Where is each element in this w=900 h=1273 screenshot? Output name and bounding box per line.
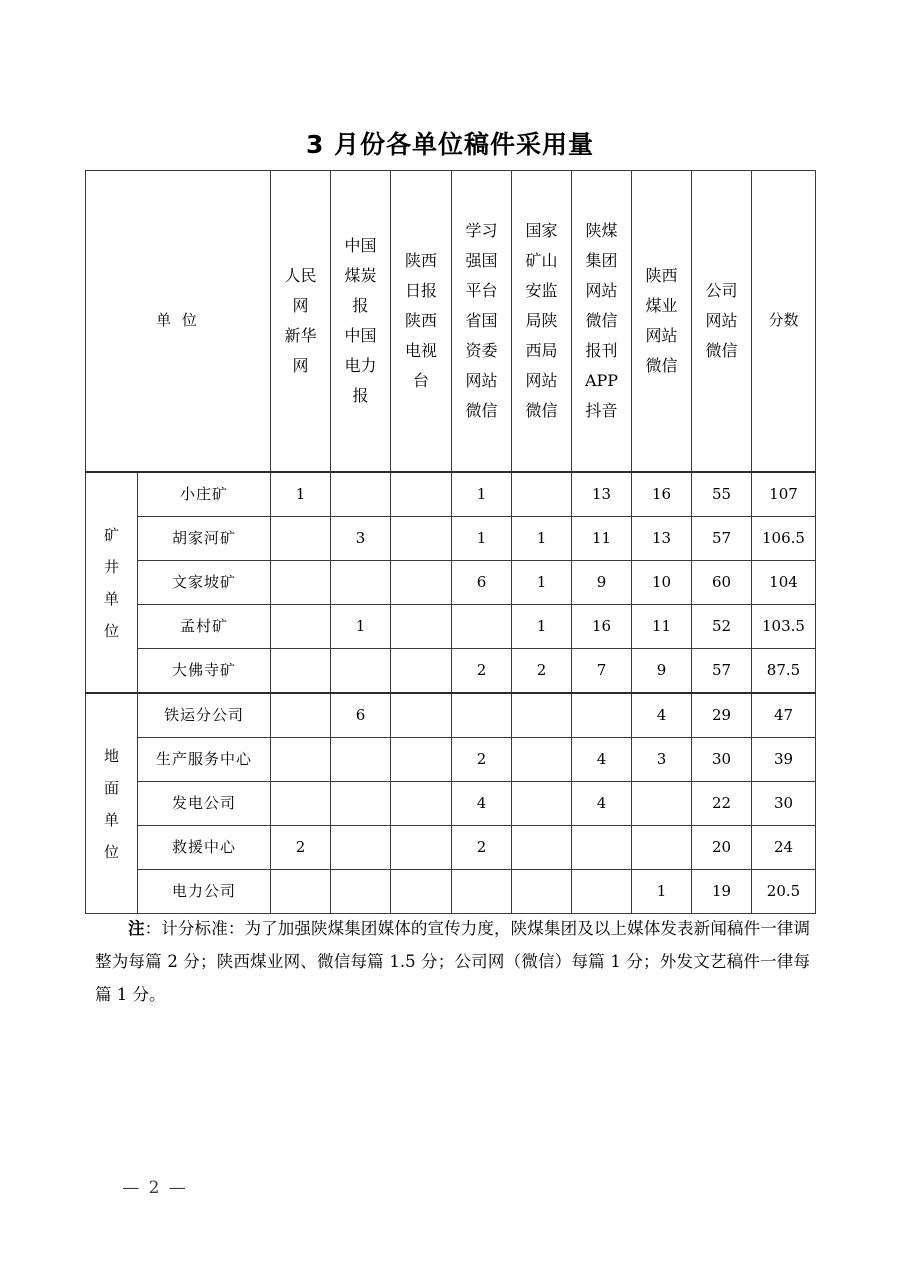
page-title: 3 月份各单位稿件采用量 [305, 130, 595, 159]
value-cell-shaanxi [391, 693, 452, 738]
header-line: 局陕 [525, 311, 558, 330]
header-line: 报刊 [585, 341, 618, 360]
header-line: 台 [412, 371, 429, 390]
value-cell-xuexi: 6 [452, 561, 512, 605]
header-line: 安监 [525, 281, 558, 300]
value-cell-shaanmei: 11 [572, 517, 632, 561]
unit-name-cell: 胡家河矿 [138, 517, 271, 561]
header-line: 报 [352, 386, 369, 405]
value-cell-xuexi [452, 693, 512, 738]
value-cell-shaanxi [391, 649, 452, 694]
value-cell-meiye: 16 [632, 472, 692, 517]
value-cell-xuexi: 1 [452, 472, 512, 517]
header-line: 陕西 [404, 311, 437, 330]
group-label-mine [86, 472, 138, 693]
score-cell: 30 [752, 782, 816, 826]
header-unit: 单 位 [86, 171, 271, 473]
header-col-meiye-lines [632, 261, 691, 381]
unit-name-cell: 电力公司 [138, 870, 271, 914]
header-line: 网站 [645, 326, 678, 345]
header-col-shaanxi-lines [391, 246, 451, 396]
value-cell-kuangshan: 1 [512, 517, 572, 561]
value-cell-gongsi: 52 [692, 605, 752, 649]
page-number: — 2 — [122, 1178, 188, 1198]
value-cell-gongsi: 19 [692, 870, 752, 914]
table-row [86, 605, 816, 649]
value-cell-xuexi [452, 605, 512, 649]
value-cell-kuangshan: 1 [512, 561, 572, 605]
header-line: 新华 [284, 326, 317, 345]
value-cell-meiye: 3 [632, 738, 692, 782]
header-col-xuexi-lines [452, 216, 511, 426]
value-cell-shaanmei [572, 693, 632, 738]
score-cell: 106.5 [752, 517, 816, 561]
header-line: 强国 [465, 251, 498, 270]
header-col-renmin-lines [271, 261, 330, 381]
header-line: 抖音 [585, 401, 618, 420]
value-cell-gongsi: 55 [692, 472, 752, 517]
group-label-char: 单 [103, 810, 119, 829]
header-line: 网站 [465, 371, 498, 390]
value-cell-kuangshan [512, 693, 572, 738]
unit-name-cell: 生产服务中心 [138, 738, 271, 782]
group-label-char: 面 [103, 778, 119, 797]
header-line: 报 [352, 296, 369, 315]
unit-name-cell: 孟村矿 [138, 605, 271, 649]
header-line: 平台 [465, 281, 498, 300]
header-col-meiye [632, 171, 692, 473]
note-block [95, 912, 810, 1011]
header-line: APP [584, 371, 619, 390]
value-cell-meiye [632, 826, 692, 870]
value-cell-shaanmei: 4 [572, 738, 632, 782]
value-cell-shaanmei: 13 [572, 472, 632, 517]
table-row [86, 561, 816, 605]
unit-name-cell: 发电公司 [138, 782, 271, 826]
value-cell-xuexi: 2 [452, 738, 512, 782]
table-row [86, 782, 816, 826]
group-label-stack [86, 519, 137, 647]
value-cell-meitan [331, 738, 391, 782]
score-cell: 104 [752, 561, 816, 605]
value-cell-shaanxi [391, 561, 452, 605]
value-cell-shaanmei: 9 [572, 561, 632, 605]
value-cell-kuangshan [512, 738, 572, 782]
value-cell-gongsi: 30 [692, 738, 752, 782]
header-line: 网 [292, 356, 309, 375]
value-cell-shaanmei [572, 826, 632, 870]
header-col-shaanmei [572, 171, 632, 473]
score-cell: 47 [752, 693, 816, 738]
group-label-char: 位 [103, 621, 119, 640]
header-line: 人民 [284, 266, 317, 285]
value-cell-xuexi: 1 [452, 517, 512, 561]
value-cell-meitan [331, 782, 391, 826]
value-cell-renmin: 1 [271, 472, 331, 517]
header-line: 网站 [585, 281, 618, 300]
header-score: 分数 [752, 171, 816, 473]
value-cell-meitan: 1 [331, 605, 391, 649]
group-label-char: 矿 [103, 525, 119, 544]
header-line: 资委 [465, 341, 498, 360]
value-cell-meitan: 6 [331, 693, 391, 738]
value-cell-kuangshan: 2 [512, 649, 572, 694]
table-row [86, 870, 816, 914]
group-label-char: 单 [103, 589, 119, 608]
header-line: 西局 [525, 341, 558, 360]
value-cell-xuexi: 4 [452, 782, 512, 826]
value-cell-renmin [271, 870, 331, 914]
value-cell-shaanxi [391, 738, 452, 782]
table-row [86, 517, 816, 561]
report-table [85, 170, 816, 914]
value-cell-renmin [271, 649, 331, 694]
value-cell-renmin [271, 782, 331, 826]
header-line: 微信 [585, 311, 618, 330]
header-col-meitan-lines [331, 231, 390, 411]
value-cell-kuangshan [512, 870, 572, 914]
value-cell-meitan [331, 826, 391, 870]
value-cell-xuexi [452, 870, 512, 914]
header-col-shaanmei-lines [572, 216, 631, 426]
value-cell-meiye: 13 [632, 517, 692, 561]
note-text [95, 912, 810, 1011]
unit-name-cell: 文家坡矿 [138, 561, 271, 605]
header-col-gongsi-lines [692, 276, 751, 366]
unit-name-cell: 小庄矿 [138, 472, 271, 517]
group-label-stack [86, 740, 137, 868]
value-cell-shaanmei: 4 [572, 782, 632, 826]
header-line: 省国 [465, 311, 498, 330]
value-cell-renmin [271, 605, 331, 649]
value-cell-gongsi: 60 [692, 561, 752, 605]
table-row [86, 472, 816, 517]
value-cell-meiye: 10 [632, 561, 692, 605]
header-line: 陕西 [645, 266, 678, 285]
header-line: 煤业 [645, 296, 678, 315]
value-cell-renmin [271, 693, 331, 738]
value-cell-shaanxi [391, 605, 452, 649]
score-cell: 20.5 [752, 870, 816, 914]
value-cell-meitan [331, 561, 391, 605]
header-col-shaanxi [391, 171, 452, 473]
value-cell-gongsi: 29 [692, 693, 752, 738]
header-line: 中国 [344, 236, 377, 255]
unit-name-cell: 铁运分公司 [138, 693, 271, 738]
group-label-char: 地 [103, 746, 119, 765]
unit-name-cell: 救援中心 [138, 826, 271, 870]
value-cell-xuexi: 2 [452, 649, 512, 694]
value-cell-shaanxi [391, 870, 452, 914]
header-line: 学习 [465, 221, 498, 240]
value-cell-shaanxi [391, 782, 452, 826]
header-line: 微信 [645, 356, 678, 375]
table-row [86, 738, 816, 782]
value-cell-shaanxi [391, 517, 452, 561]
header-line: 微信 [465, 401, 498, 420]
table-body [86, 472, 816, 914]
group-label-surface [86, 693, 138, 914]
table-row [86, 649, 816, 694]
report-table-wrap [85, 170, 815, 914]
table-row [86, 693, 816, 738]
header-line: 矿山 [525, 251, 558, 270]
header-line: 国家 [525, 221, 558, 240]
unit-name-cell: 大佛寺矿 [138, 649, 271, 694]
group-label-char: 位 [103, 842, 119, 861]
header-line: 日报 [404, 281, 437, 300]
value-cell-shaanxi [391, 472, 452, 517]
table-header [86, 171, 816, 473]
value-cell-meitan [331, 870, 391, 914]
value-cell-meiye: 1 [632, 870, 692, 914]
score-cell: 39 [752, 738, 816, 782]
value-cell-renmin: 2 [271, 826, 331, 870]
value-cell-gongsi: 22 [692, 782, 752, 826]
value-cell-shaanmei: 7 [572, 649, 632, 694]
value-cell-shaanmei: 16 [572, 605, 632, 649]
header-row [86, 171, 816, 473]
header-col-meitan [331, 171, 391, 473]
header-line: 陕西 [404, 251, 437, 270]
value-cell-meitan [331, 649, 391, 694]
score-cell: 24 [752, 826, 816, 870]
header-line: 电力 [344, 356, 377, 375]
score-cell: 103.5 [752, 605, 816, 649]
value-cell-kuangshan [512, 782, 572, 826]
value-cell-gongsi: 57 [692, 649, 752, 694]
header-line: 网站 [525, 371, 558, 390]
value-cell-renmin [271, 561, 331, 605]
header-line: 网 [292, 296, 309, 315]
value-cell-renmin [271, 517, 331, 561]
header-col-kuangshan [512, 171, 572, 473]
value-cell-kuangshan [512, 472, 572, 517]
header-col-renmin [271, 171, 331, 473]
value-cell-meiye: 4 [632, 693, 692, 738]
value-cell-gongsi: 57 [692, 517, 752, 561]
value-cell-meiye: 9 [632, 649, 692, 694]
value-cell-meitan: 3 [331, 517, 391, 561]
group-label-char: 井 [103, 557, 119, 576]
value-cell-renmin [271, 738, 331, 782]
header-col-gongsi [692, 171, 752, 473]
header-line: 电视 [404, 341, 437, 360]
note-body: ：计分标准：为了加强陕煤集团媒体的宣传力度，陕煤集团及以上媒体发表新闻稿件一律调整为每篇 2 分；陕西煤业网、微信每篇 1.5 分；公司网（微信）每篇 1 分；外发文艺稿件一律每篇 1 分。 [95, 919, 811, 1004]
value-cell-xuexi: 2 [452, 826, 512, 870]
header-line: 中国 [344, 326, 377, 345]
value-cell-shaanmei [572, 870, 632, 914]
value-cell-meiye [632, 782, 692, 826]
value-cell-shaanxi [391, 826, 452, 870]
header-col-kuangshan-lines [512, 216, 571, 426]
header-line: 微信 [525, 401, 558, 420]
value-cell-gongsi: 20 [692, 826, 752, 870]
score-cell: 107 [752, 472, 816, 517]
value-cell-kuangshan [512, 826, 572, 870]
score-cell: 87.5 [752, 649, 816, 694]
value-cell-meitan [331, 472, 391, 517]
header-line: 集团 [585, 251, 618, 270]
note-prefix: 注 [128, 919, 145, 938]
header-line: 陕煤 [585, 221, 618, 240]
value-cell-kuangshan: 1 [512, 605, 572, 649]
header-col-xuexi [452, 171, 512, 473]
value-cell-meiye: 11 [632, 605, 692, 649]
header-line: 煤炭 [344, 266, 377, 285]
table-row [86, 826, 816, 870]
header-line: 网站 [705, 311, 738, 330]
header-line: 公司 [705, 281, 738, 300]
header-line: 微信 [705, 341, 738, 360]
